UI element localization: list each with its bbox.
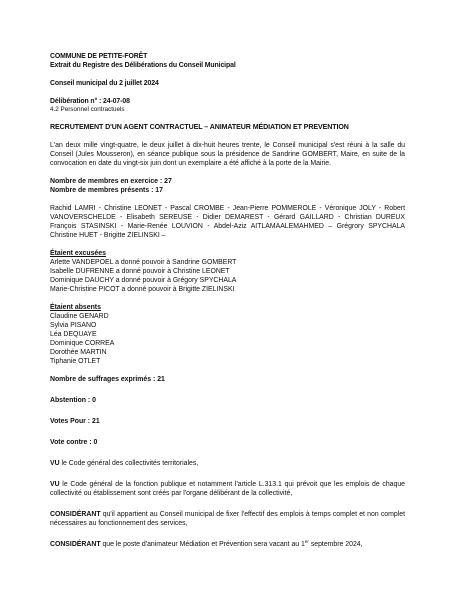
clause-vu-cgfp — [50, 480, 405, 498]
clause-keyword: VU — [50, 460, 60, 467]
present-members-list: Rachid LAMRI - Christine LEONET - Pascal CROMBE - Jean-Pierre POMMEROLE - Véronique JOLY - Robert VANOVERSCHELDE - Elisabeth SEREUSE - Didier DEMAREST - Gérard GAILLARD - Christian DUREUX François STASINSKI - Marie-Renée LOUVION - Abdel-Aziz AITLAMAALEMAHMED – Grégrory SPYCHALA Christine HUET - Brigitte ZIELINSKI – — [50, 205, 405, 239]
clause-keyword: CONSIDÉRANT — [50, 511, 101, 518]
absent-item: Dorothée MARTIN — [50, 349, 107, 356]
clause-text: le Code général des collectivités territoriales, — [59, 460, 199, 467]
votes-for: Votes Pour : 21 — [50, 418, 100, 425]
absent-item: Claudine GENARD — [50, 313, 109, 320]
clause-vu-cgct — [50, 459, 405, 468]
deliberation-title: RECRUTEMENT D'UN AGENT CONTRACTUEL – ANIMATEUR MÉDIATION ET PREVENTION — [50, 123, 349, 131]
excused-item: Arlette VANDEPOEL a donné pouvoir à Sandrine GOMBERT — [50, 259, 237, 266]
votes-expressed: Nombre de suffrages exprimés : 21 — [50, 376, 165, 383]
excused-item: Marie-Christine PICOT a donné pouvoir à Brigitte ZIELINSKI — [50, 286, 235, 293]
clause-keyword: CONSIDÉRANT — [50, 541, 101, 548]
excused-item: Dominique DAUCHY a donné pouvoir à Grégory SPYCHALA — [50, 277, 237, 284]
absent-item: Dominique CORREA — [50, 340, 115, 347]
absent-item: Tiphanie OTLET — [50, 358, 101, 365]
votes-abstention: Abstention : 0 — [50, 397, 96, 404]
clause-considerant-vacance — [50, 540, 405, 549]
clause-keyword: VU — [50, 481, 60, 488]
ordinal-superscript: er — [304, 539, 309, 544]
intro-paragraph: L'an deux mille vingt-quatre, le deux juillet à dix-huit heures trente, le Conseil municipal s'est réuni à la salle du Conseil (Jules Mousseron), en séance publique sous la présidence de Sandrine GOMBERT, Maire, en suite de la convocation en date du vingt-six juin dont un exemplaire a été affiché à la porte de la Mairie. — [50, 142, 405, 167]
commune-name: COMMUNE DE PETITE-FORÊT — [50, 53, 148, 60]
absent-item: Sylvia PISANO — [50, 322, 97, 329]
deliberation-document — [50, 52, 405, 549]
absent-item: Léa DEQUAYE — [50, 331, 97, 338]
clause-text: septembre 2024, — [308, 541, 363, 548]
excused-item: Isabelle DUFRENNE a donné pouvoir à Christine LEONET — [50, 268, 230, 275]
excused-heading: Étaient excusées — [50, 250, 106, 257]
conseil-date: Conseil municipal du 2 juillet 2024 — [50, 80, 159, 87]
members-present-count: Nombre de membres présents : 17 — [50, 187, 163, 194]
clause-text: le Code général de la fonction publique et notamment l'article L.313.1 qui prévoit que les emplois de chaque collectivité ou établissement sont créés par l'organe délibérant de la collectivité, — [50, 481, 405, 497]
absent-heading: Étaient absents — [50, 304, 101, 311]
votes-against: Vote contre : 0 — [50, 439, 98, 446]
clause-text: que le poste d'animateur Médiation et Prévention sera vacant au 1 — [100, 541, 305, 548]
deliberation-number: Délibération n° : 24-07-08 — [50, 98, 130, 105]
deliberation-category: 4.2 Personnel contractuels — [50, 106, 125, 113]
members-in-office-count: Nombre de membres en exercice : 27 — [50, 178, 172, 185]
clause-considerant-effectif — [50, 510, 405, 528]
registre-title: Extrait du Registre des Délibérations du Conseil Municipal — [50, 62, 236, 69]
clause-text: qu'il appartient au Conseil municipal de fixer l'effectif des emplois à temps complet et non complet nécessaires au fonctionnement des services, — [50, 511, 405, 527]
